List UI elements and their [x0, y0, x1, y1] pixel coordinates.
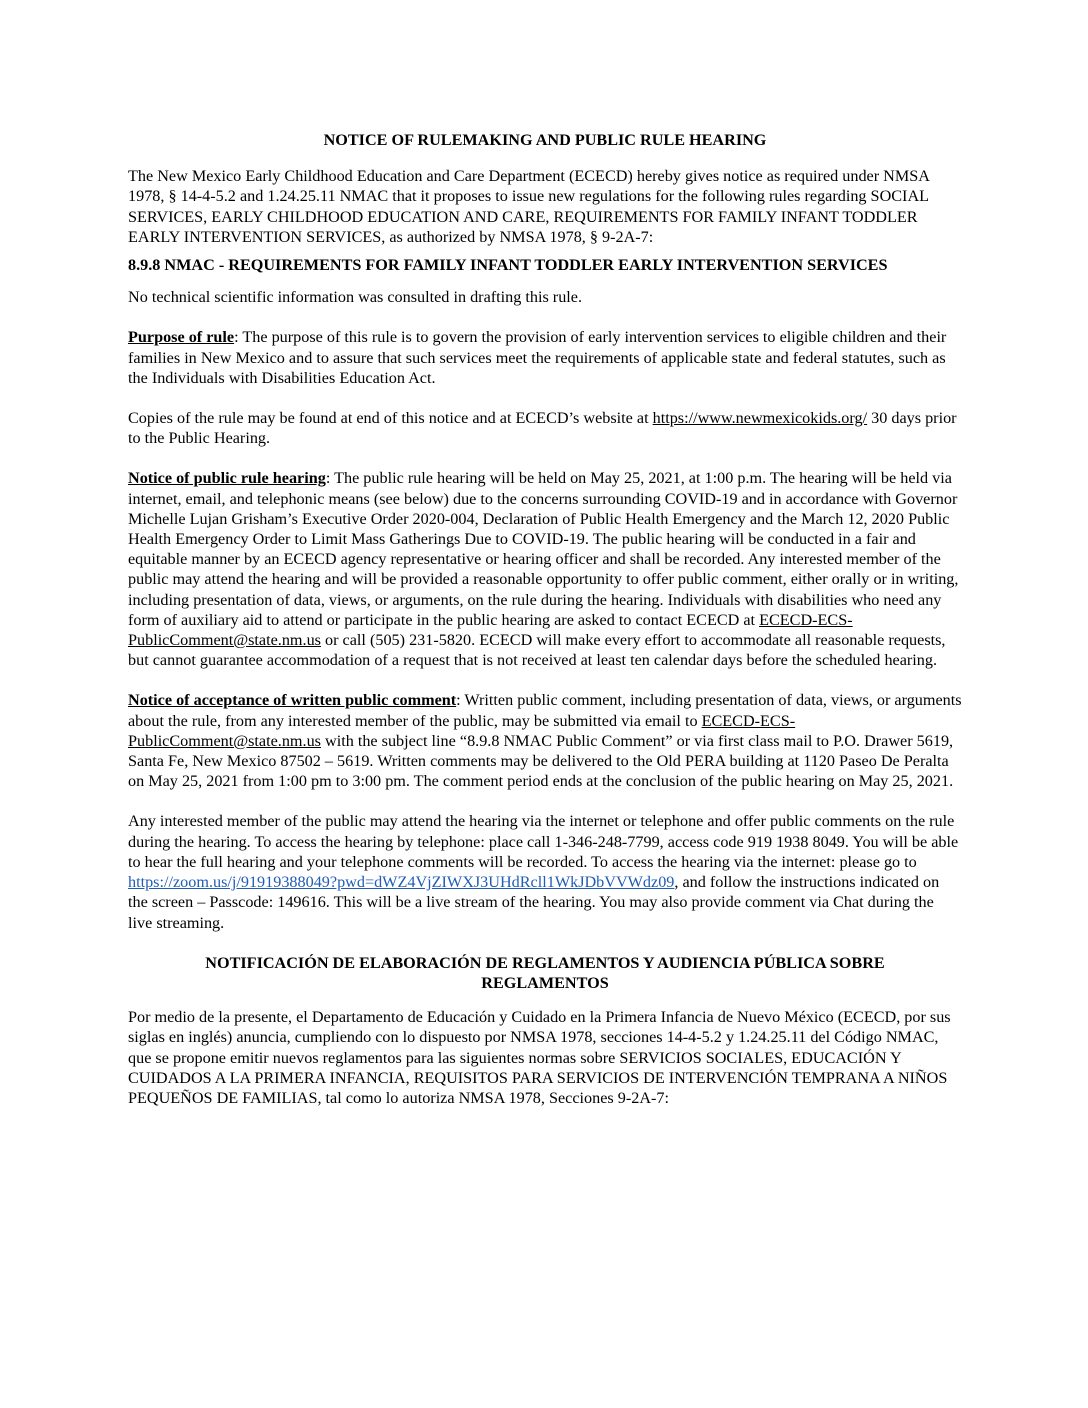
intro-paragraph: The New Mexico Early Childhood Education and Care Department (ECECD) hereby gives notice as required under NMSA 1978, § 14-4-5.2 and 1.24.25.11 NMAC that it proposes to issue new regulations for the following rules regarding SOCIAL SERVICES, EARLY CHILDHOOD EDUCATION AND CARE, REQUIREMENTS FOR FAMILY INFANT TODDLER EARLY INTERVENTION SERVICES, as authorized by NMSA 1978, § 9-2A-7:	[128, 167, 930, 246]
spanish-title-line2: REGLAMENTOS	[481, 973, 609, 992]
purpose-text: : The purpose of this rule is to govern the provision of early intervention services to eligible children and their families in New Mexico and to assure that such services meet the requirements of applicable state and federal statutes, such as the Individuals with Disabilities Education Act.	[128, 328, 947, 387]
copies-text-before: Copies of the rule may be found at end of this notice and at ECECD’s website at	[128, 409, 653, 428]
document-page	[128, 130, 962, 1128]
attend-paragraph	[128, 811, 962, 932]
spanish-title	[128, 953, 962, 993]
rule-heading: 8.9.8 NMAC - REQUIREMENTS FOR FAMILY INFANT TODDLER EARLY INTERVENTION SERVICES	[128, 256, 888, 275]
purpose-paragraph	[128, 327, 962, 388]
hearing-text-before: : The public rule hearing will be held on May 25, 2021, at 1:00 p.m. The hearing will be held via internet, email, and telephonic means (see below) due to the concerns surrounding COVID-19 and in accordance with Governor Michelle Lujan Grisham’s Executive Order 2020-004, Declaration of Public Health Emergency and the March 12, 2020 Public Health Emergency Order to Limit Mass Gatherings Due to COVID-19. The public hearing will be conducted in a fair and equitable manner by an ECECD agency representative or hearing officer and shall be recorded. Any interested member of the public may attend the hearing and will be provided a reasonable opportunity to offer public comment, either orally or in writing, including presentation of data, views, or arguments, on the rule during the hearing. Individuals with disabilities who need any form of auxiliary aid to attend or participate in the public hearing are asked to contact ECECD at	[128, 469, 959, 629]
copies-paragraph	[128, 408, 962, 448]
hearing-paragraph	[128, 468, 962, 670]
written-text-after: with the subject line “8.9.8 NMAC Public Comment” or via first class mail to P.O. Drawer 5619, Santa Fe, New Mexico 87502 – 5619. Written comments may be delivered to the Old PERA building at 1120 Paseo De Peralta on May 25, 2021 from 1:00 pm to 3:00 pm. The comment period ends at the conclusion of the public hearing on May 25, 2021.	[128, 731, 954, 791]
notice-title: NOTICE OF RULEMAKING AND PUBLIC RULE HEARING	[323, 131, 767, 149]
hearing-email-link[interactable]: ECECD-ECS-PublicComment@state.nm.us	[128, 610, 853, 650]
hearing-label: Notice of public rule hearing	[128, 469, 326, 488]
hearing-text-after: or call (505) 231-5820. ECECD will make every effort to accommodate all reasonable requests, but cannot guarantee accommodation of a request that is not received at least ten calendar days before the scheduled hearing.	[128, 631, 946, 670]
written-comment-paragraph	[128, 690, 962, 791]
written-comment-label: Notice of acceptance of written public comment	[128, 691, 457, 710]
purpose-label: Purpose of rule	[128, 328, 235, 347]
written-email-link[interactable]: ECECD-ECS-PublicComment@state.nm.us	[128, 711, 796, 750]
technical-info-paragraph: No technical scientific information was consulted in drafting this rule.	[128, 288, 583, 307]
copies-text-after: 30 days prior to the Public Hearing.	[128, 409, 957, 448]
spanish-title-line1: NOTIFICACIÓN DE ELABORACIÓN DE REGLAMENTOS Y AUDIENCIA PÚBLICA SOBRE	[205, 953, 885, 972]
attend-text-after: , and follow the instructions indicated on the screen – Passcode: 149616. This will be a live stream of the hearing. You may also provide comment via Chat during the live streaming.	[128, 873, 940, 932]
zoom-link[interactable]: https://zoom.us/j/91919388049?pwd=dWZ4VjZIWXJ3UHdRcll1WkJDbVVWdz09	[128, 873, 675, 892]
attend-text-before: Any interested member of the public may attend the hearing via the internet or telephone and offer public comments on the rule during the hearing. To access the hearing by telephone: place call 1-346-248-7799, access code 919 1938 8049. You will be able to hear the full hearing and your telephone comments will be recorded. To access the hearing via the internet: please go to	[128, 812, 959, 871]
written-text-before: : Written public comment, including presentation of data, views, or arguments about the rule, from any interested member of the public, may be submitted via email to	[128, 691, 962, 730]
spanish-intro-paragraph: Por medio de la presente, el Departamento de Educación y Cuidado en la Primera Infancia de Nuevo México (ECECD, por sus siglas en inglés) anuncia, cumpliendo con lo dispuesto por NMSA 1978, secciones 14-4-5.2 y 1.24.25.11 del Código NMAC, que se propone emitir nuevos reglamentos para las siguientes normas sobre SERVICIOS SOCIALES, EDUCACIÓN Y CUIDADOS A LA PRIMERA INFANCIA, REQUISITOS PARA SERVICIOS DE INTERVENCIÓN TEMPRANA A NIÑOS PEQUEÑOS DE FAMILIAS, tal como lo autoriza NMSA 1978, Secciones 9-2A-7:	[128, 1008, 951, 1107]
newmexicokids-link[interactable]: https://www.newmexicokids.org/	[652, 409, 868, 428]
